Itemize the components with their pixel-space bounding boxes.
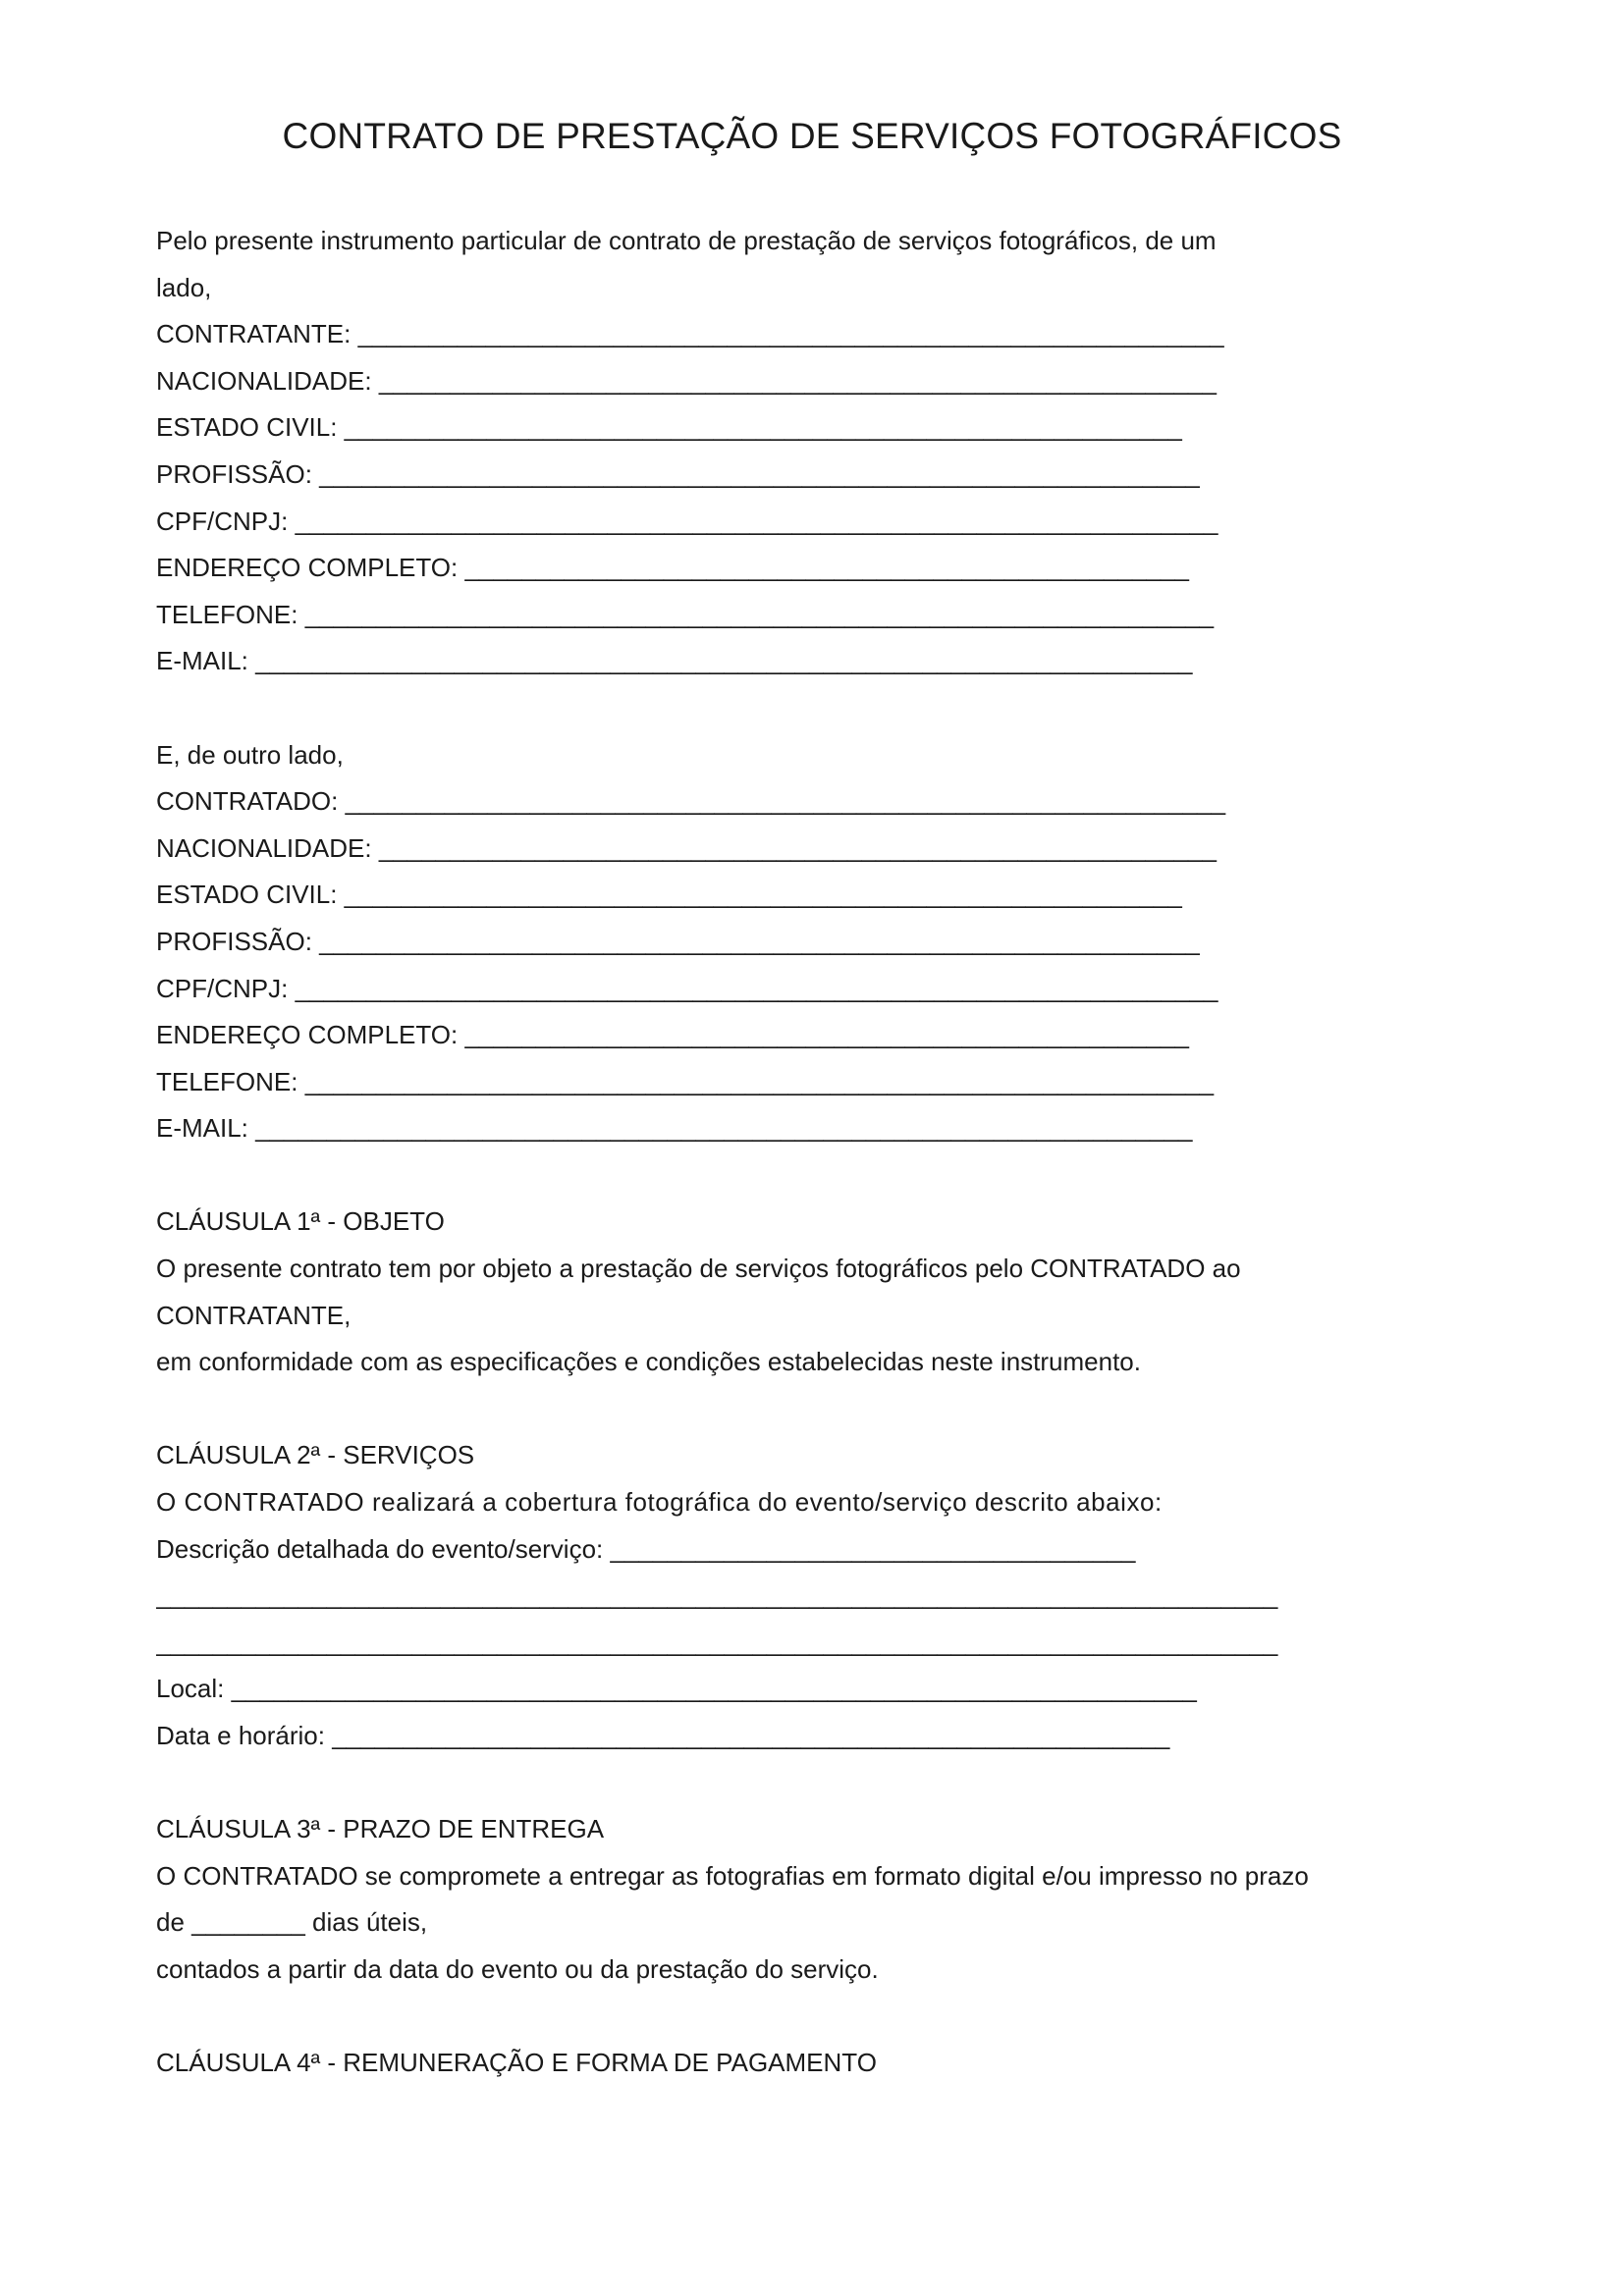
document-body	[156, 218, 1433, 2087]
clause-heading: CLÁUSULA 3ª - PRAZO DE ENTREGA	[156, 1814, 605, 1844]
cpf-cnpj-field: CPF/CNPJ: _________________________________________________________________	[156, 506, 1218, 536]
endereco-field: ENDEREÇO COMPLETO: ___________________________________________________	[156, 1020, 1189, 1050]
text-line: Pelo presente instrumento particular de contrato de prestação de serviços fotográficos, de um	[156, 226, 1217, 255]
cpf-cnpj-field: CPF/CNPJ: _________________________________________________________________	[156, 973, 1218, 1003]
blank-line: _______________________________________________________________________________	[156, 1580, 1278, 1611]
telefone-field: TELEFONE: ________________________________________________________________	[156, 599, 1215, 629]
text-line: contados a partir da data do evento ou da prestação do serviço.	[156, 1953, 879, 1984]
text-line: O CONTRATADO se compromete a entregar as fotografias em formato digital e/ou impresso no prazo	[156, 1860, 1309, 1891]
local-field: Local: ____________________________________________________________________	[156, 1674, 1197, 1704]
estado-civil-field: ESTADO CIVIL: ___________________________________________________________	[156, 412, 1182, 443]
paragraph-gap	[156, 1994, 1433, 2041]
text-line: CONTRATANTE,	[156, 1300, 352, 1330]
telefone-field: TELEFONE: ________________________________________________________________	[156, 1066, 1215, 1096]
document-title: CONTRATO DE PRESTAÇÃO DE SERVIÇOS FOTOGRÁFICOS	[282, 116, 1342, 156]
nacionalidade-field: NACIONALIDADE: ___________________________________________________________	[156, 832, 1217, 863]
text-line: O CONTRATADO realizará a cobertura fotográfica do evento/serviço descrito abaixo:	[156, 1487, 1163, 1518]
clause-heading: CLÁUSULA 1ª - OBJETO	[156, 1206, 445, 1237]
paragraph-gap	[156, 1760, 1433, 1807]
text-line: E, de outro lado,	[156, 739, 344, 770]
endereco-field: ENDEREÇO COMPLETO: ___________________________________________________	[156, 553, 1189, 583]
clause-heading: CLÁUSULA 4ª - REMUNERAÇÃO E FORMA DE PAGAMENTO	[156, 2048, 877, 2078]
paragraph-gap	[156, 1386, 1433, 1433]
paragraph-gap	[156, 685, 1433, 732]
profissao-field: PROFISSÃO: ______________________________________________________________	[156, 926, 1200, 956]
email-field: E-MAIL: __________________________________________________________________	[156, 1113, 1193, 1144]
text-line: lado,	[156, 272, 212, 302]
contratado-field: CONTRATADO: ______________________________________________________________	[156, 786, 1226, 817]
text-line: de ________ dias úteis,	[156, 1907, 428, 1938]
clause-heading: CLÁUSULA 2ª - SERVIÇOS	[156, 1440, 475, 1470]
text-line: em conformidade com as especificações e condições estabelecidas neste instrumento.	[156, 1347, 1141, 1377]
email-field: E-MAIL: __________________________________________________________________	[156, 646, 1193, 676]
blank-line: _______________________________________________________________________________	[156, 1627, 1278, 1657]
text-line: O presente contrato tem por objeto a prestação de serviços fotográficos pelo CONTRATADO ao	[156, 1254, 1241, 1284]
data-horario-field: Data e horário: ___________________________________________________________	[156, 1721, 1170, 1750]
estado-civil-field: ESTADO CIVIL: ___________________________________________________________	[156, 880, 1182, 910]
nacionalidade-field: NACIONALIDADE: ___________________________________________________________	[156, 365, 1217, 396]
descricao-field: Descrição detalhada do evento/serviço: _____________________________________	[156, 1533, 1136, 1564]
contratante-field: CONTRATANTE: _____________________________________________________________	[156, 319, 1224, 349]
paragraph-gap	[156, 1152, 1433, 1200]
profissao-field: PROFISSÃO: ______________________________________________________________	[156, 458, 1200, 489]
